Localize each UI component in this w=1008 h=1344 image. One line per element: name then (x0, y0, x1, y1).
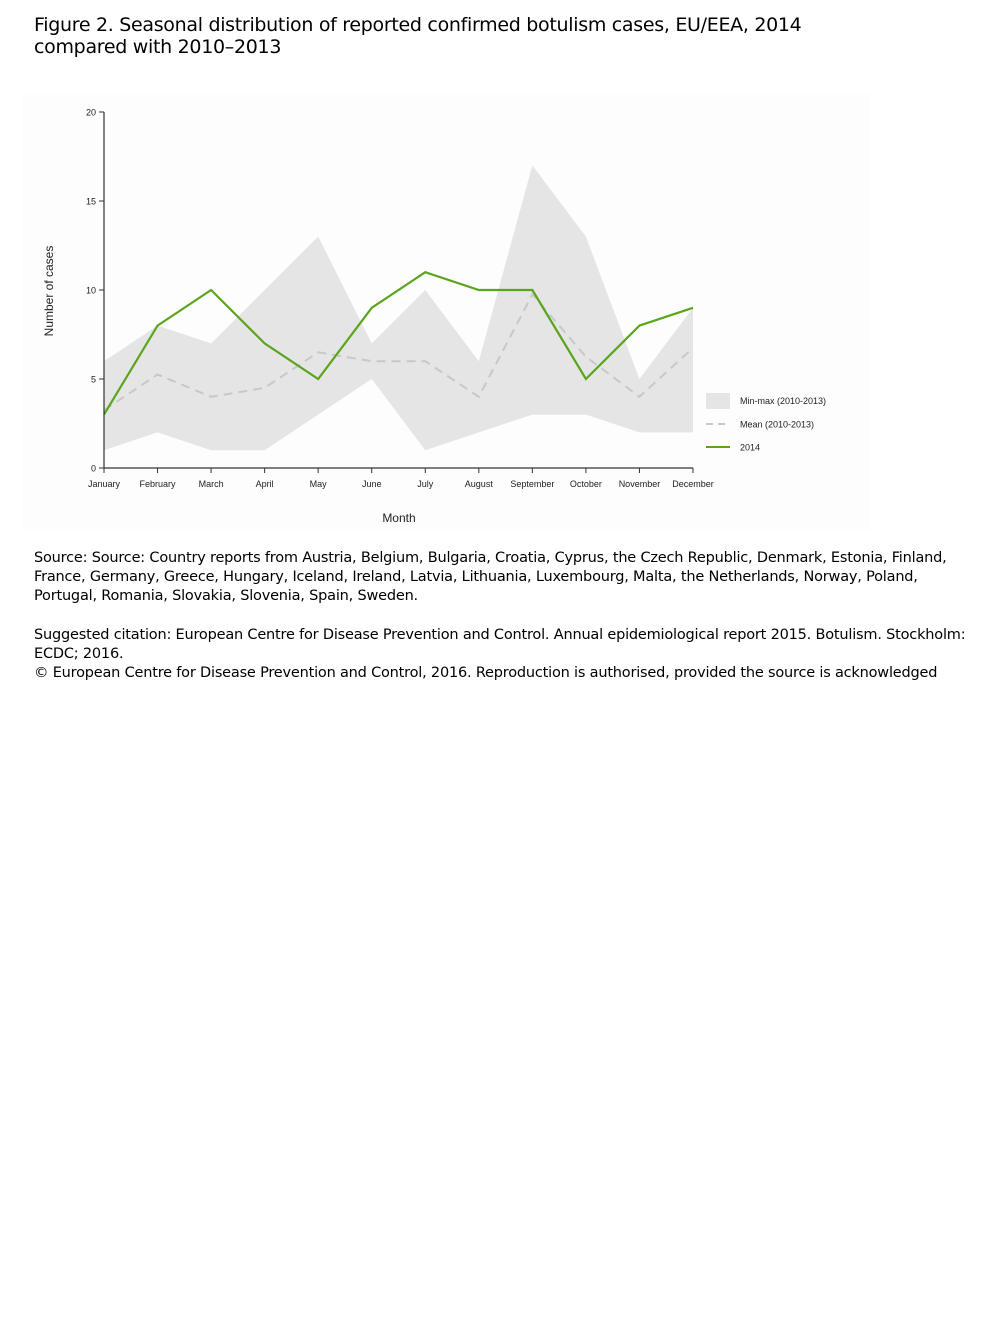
y-tick-label: 20 (85, 107, 96, 118)
x-tick-label: March (198, 479, 224, 489)
y-tick-label: 15 (85, 196, 96, 207)
legend-label-mean: Mean (2010-2013) (740, 419, 815, 430)
x-tick-label: June (361, 479, 382, 489)
x-tick-label: September (510, 479, 555, 489)
legend-label-2014: 2014 (740, 442, 761, 453)
minmax-band-area (104, 165, 693, 450)
x-tick-label: February (139, 479, 176, 489)
x-tick-label: November (618, 479, 661, 489)
copyright-notice: © European Centre for Disease Prevention and Control, 2016. Reproduction is authorised, provided the source is acknowledged (34, 665, 938, 681)
x-tick-label: January (87, 479, 121, 489)
x-tick-label: April (255, 479, 274, 489)
x-axis-label: Month (382, 511, 416, 525)
y-tick-label: 5 (90, 374, 96, 385)
y-axis-label: Number of cases (42, 245, 56, 337)
x-tick-label: December (672, 479, 714, 489)
y-tick-label: 10 (85, 285, 96, 296)
x-tick-label: May (309, 479, 327, 489)
chart-container (22, 94, 870, 530)
legend-swatch-minmax (706, 393, 730, 409)
figure-title: Figure 2. Seasonal distribution of reported confirmed botulism cases, EU/EEA, 2014 compared with 2010–2013 (34, 14, 802, 58)
x-tick-label: October (569, 479, 602, 489)
legend (706, 393, 826, 453)
band-layer (104, 165, 693, 450)
x-tick-label: July (417, 479, 434, 489)
chart-svg (22, 94, 870, 530)
citation-block (34, 626, 974, 683)
y-tick-label: 0 (90, 463, 96, 474)
suggested-citation: Suggested citation: European Centre for Disease Prevention and Control. Annual epidemiological report 2015. Botulism. Stockholm: ECDC; 2016. (34, 627, 966, 662)
source-note: Source: Source: Country reports from Austria, Belgium, Bulgaria, Croatia, Cyprus, the Czech Republic, Denmark, Estonia, Finland, France, Germany, Greece, Hungary, Iceland, Ireland, Latvia, Lithuania, Luxembourg, Malta, the Netherlands, Norway, Poland, Portugal, Romania, Slovakia, Slovenia, Spain, Sweden. (34, 550, 947, 604)
legend-label-minmax: Min-max (2010-2013) (740, 396, 827, 406)
x-tick-label: August (464, 479, 493, 489)
